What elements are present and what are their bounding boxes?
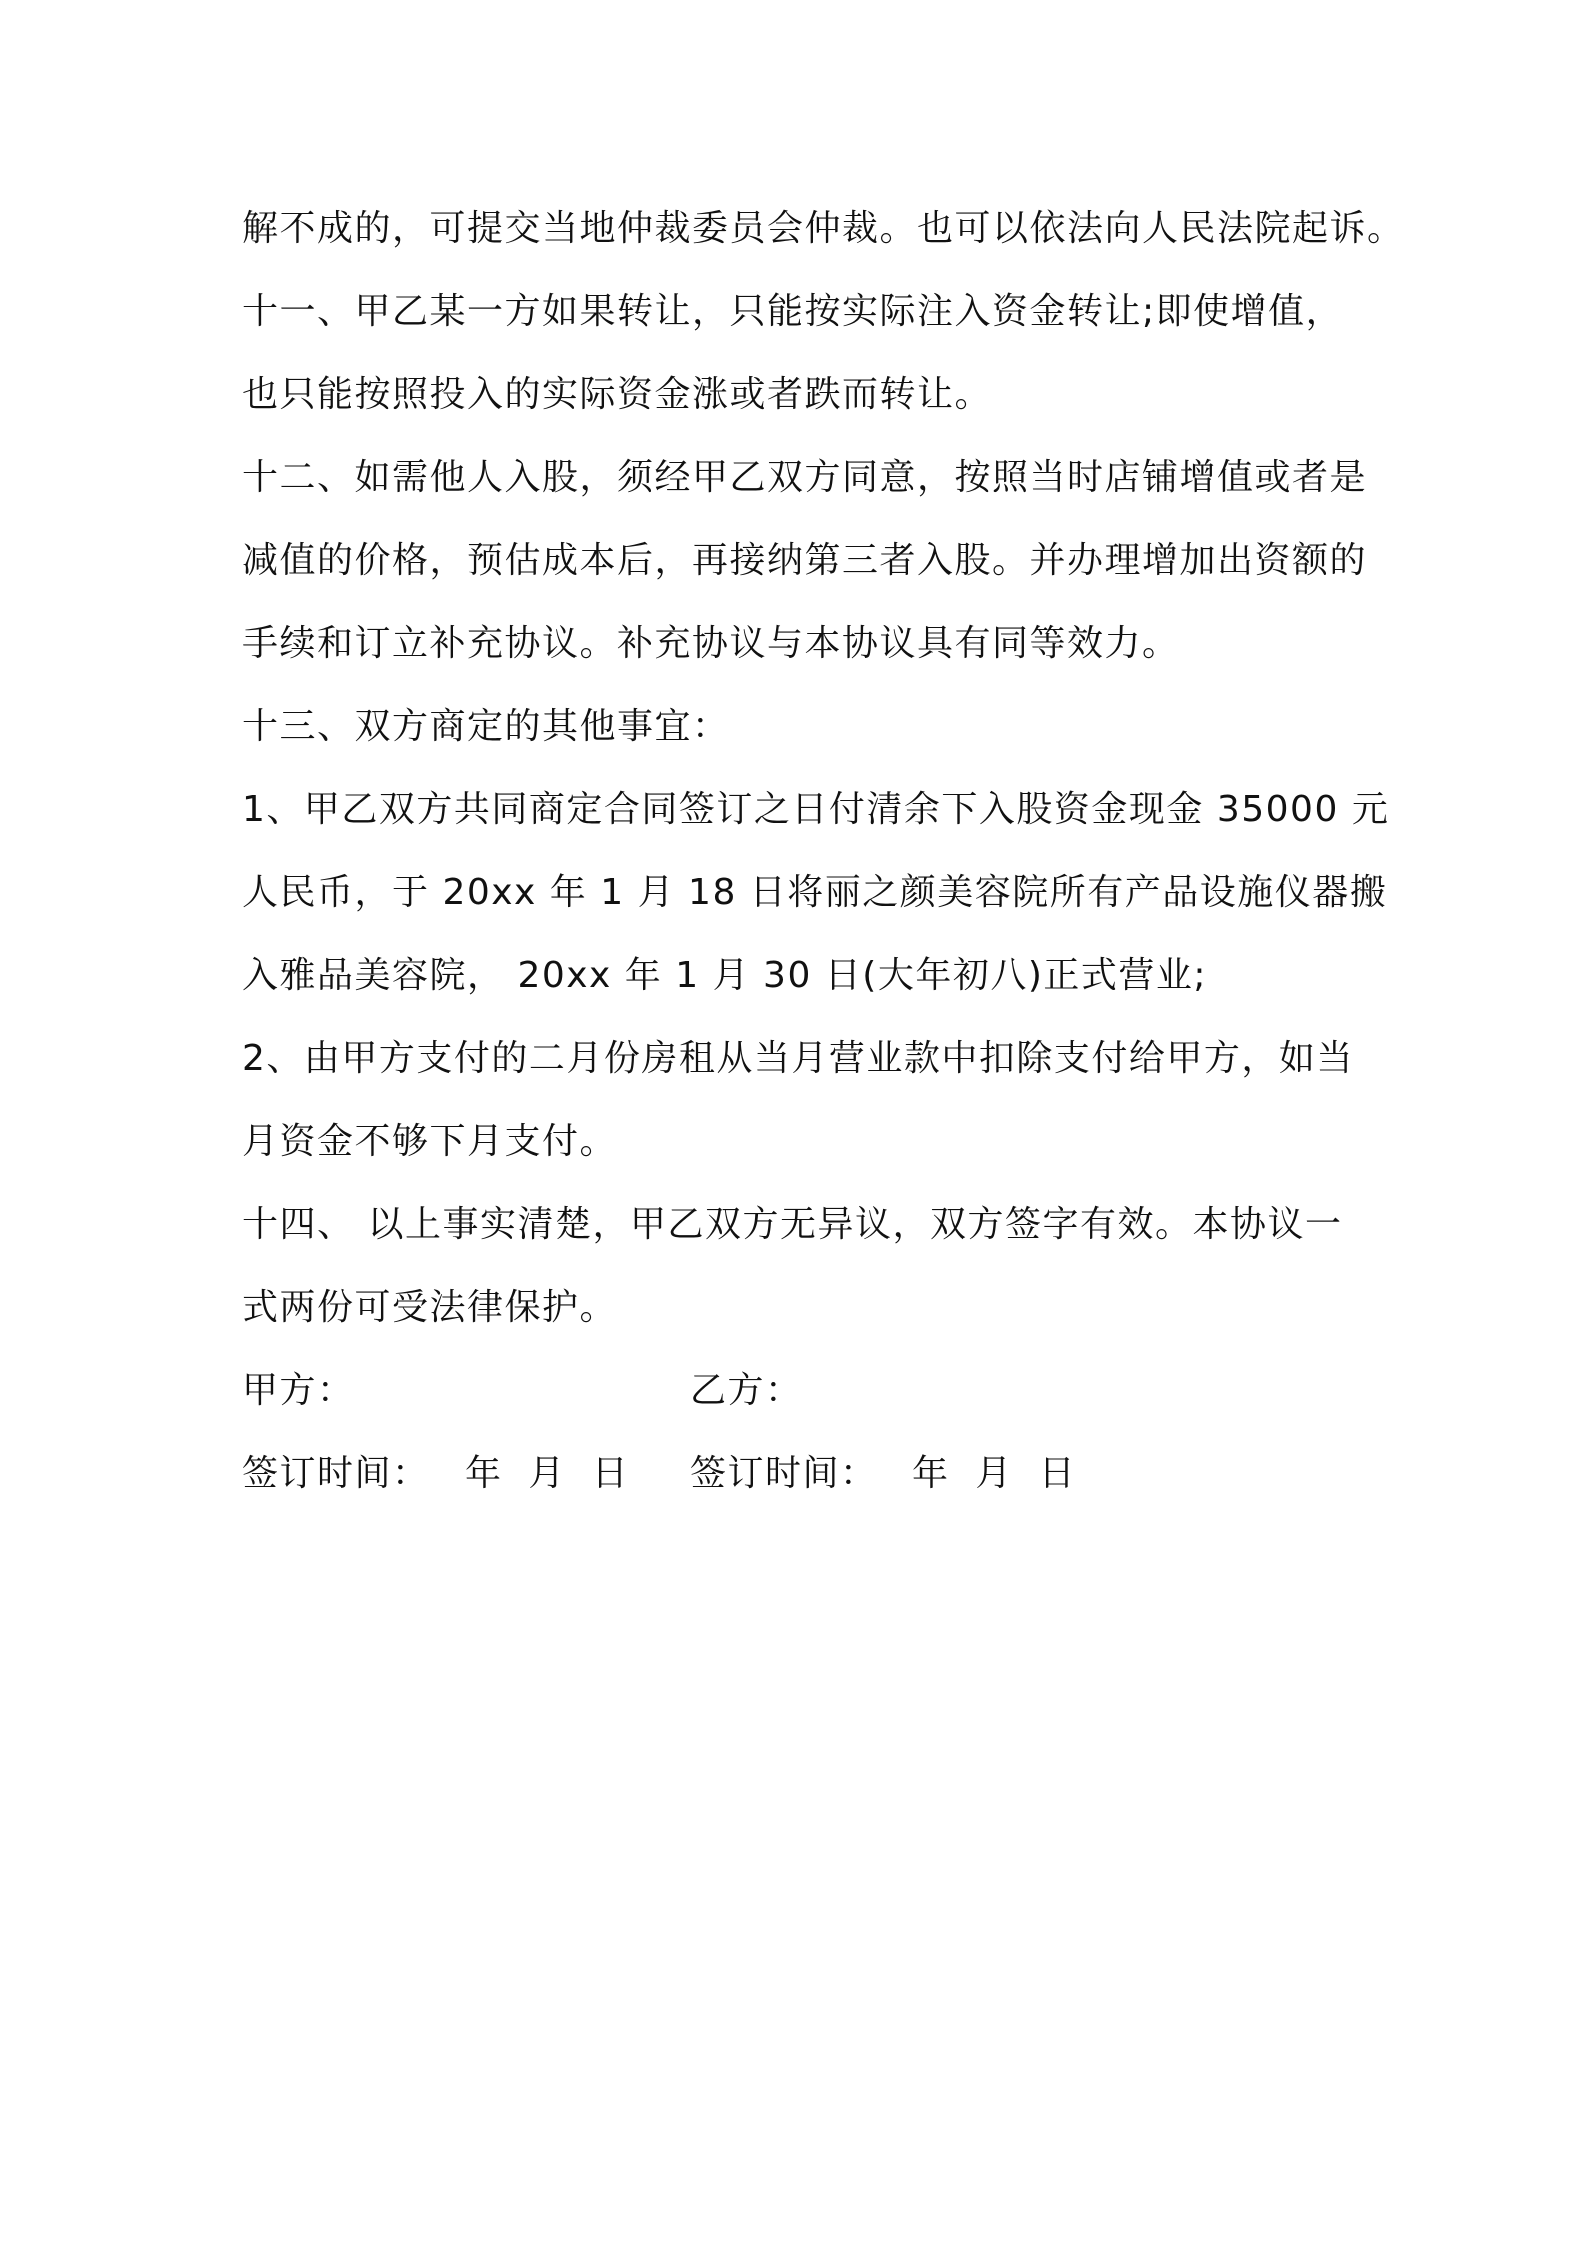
paragraph-line: 入雅品美容院， 20xx 年 1 月 30 日(大年初八)正式营业;: [242, 955, 1208, 996]
paragraph-line: 十一、甲乙某一方如果转让，只能按实际注入资金转让;即使增值，: [242, 291, 1344, 332]
paragraph-line: 手续和订立补充协议。补充协议与本协议具有同等效力。: [242, 623, 1180, 664]
party-a-date-placeholder: 年 月 日: [465, 1453, 630, 1494]
party-a-label: 甲方：: [242, 1370, 355, 1411]
party-a-date-label: 签订时间：: [242, 1453, 430, 1494]
paragraph-line: 人民币，于 20xx 年 1 月 18 日将丽之颜美容院所有产品设施仪器搬: [242, 872, 1388, 913]
paragraph-line: 解不成的，可提交当地仲裁委员会仲裁。也可以依法向人民法院起诉。: [242, 208, 1405, 249]
paragraph-line: 减值的价格，预估成本后，再接纳第三者入股。并办理增加出资额的: [242, 540, 1368, 581]
party-b-date-placeholder: 年 月 日: [912, 1453, 1077, 1494]
paragraph-line: 十二、如需他人入股，须经甲乙双方同意，按照当时店铺增值或者是: [242, 457, 1368, 498]
paragraph-line: 十四、 以上事实清楚，甲乙双方无异议，双方签字有效。本协议一: [242, 1204, 1343, 1245]
paragraph-line: 式两份可受法律保护。: [242, 1287, 618, 1328]
party-b-label: 乙方：: [690, 1370, 803, 1411]
paragraph-line: 月资金不够下月支付。: [242, 1121, 618, 1162]
paragraph-line: 1、甲乙双方共同商定合同签订之日付清余下入股资金现金 35000 元: [242, 789, 1390, 830]
party-b-date-label: 签订时间：: [690, 1453, 878, 1494]
paragraph-line: 十三、双方商定的其他事宜：: [242, 706, 730, 747]
paragraph-line: 2、由甲方支付的二月份房租从当月营业款中扣除支付给甲方，如当: [242, 1038, 1354, 1079]
paragraph-line: 也只能按照投入的实际资金涨或者跌而转让。: [242, 374, 993, 415]
